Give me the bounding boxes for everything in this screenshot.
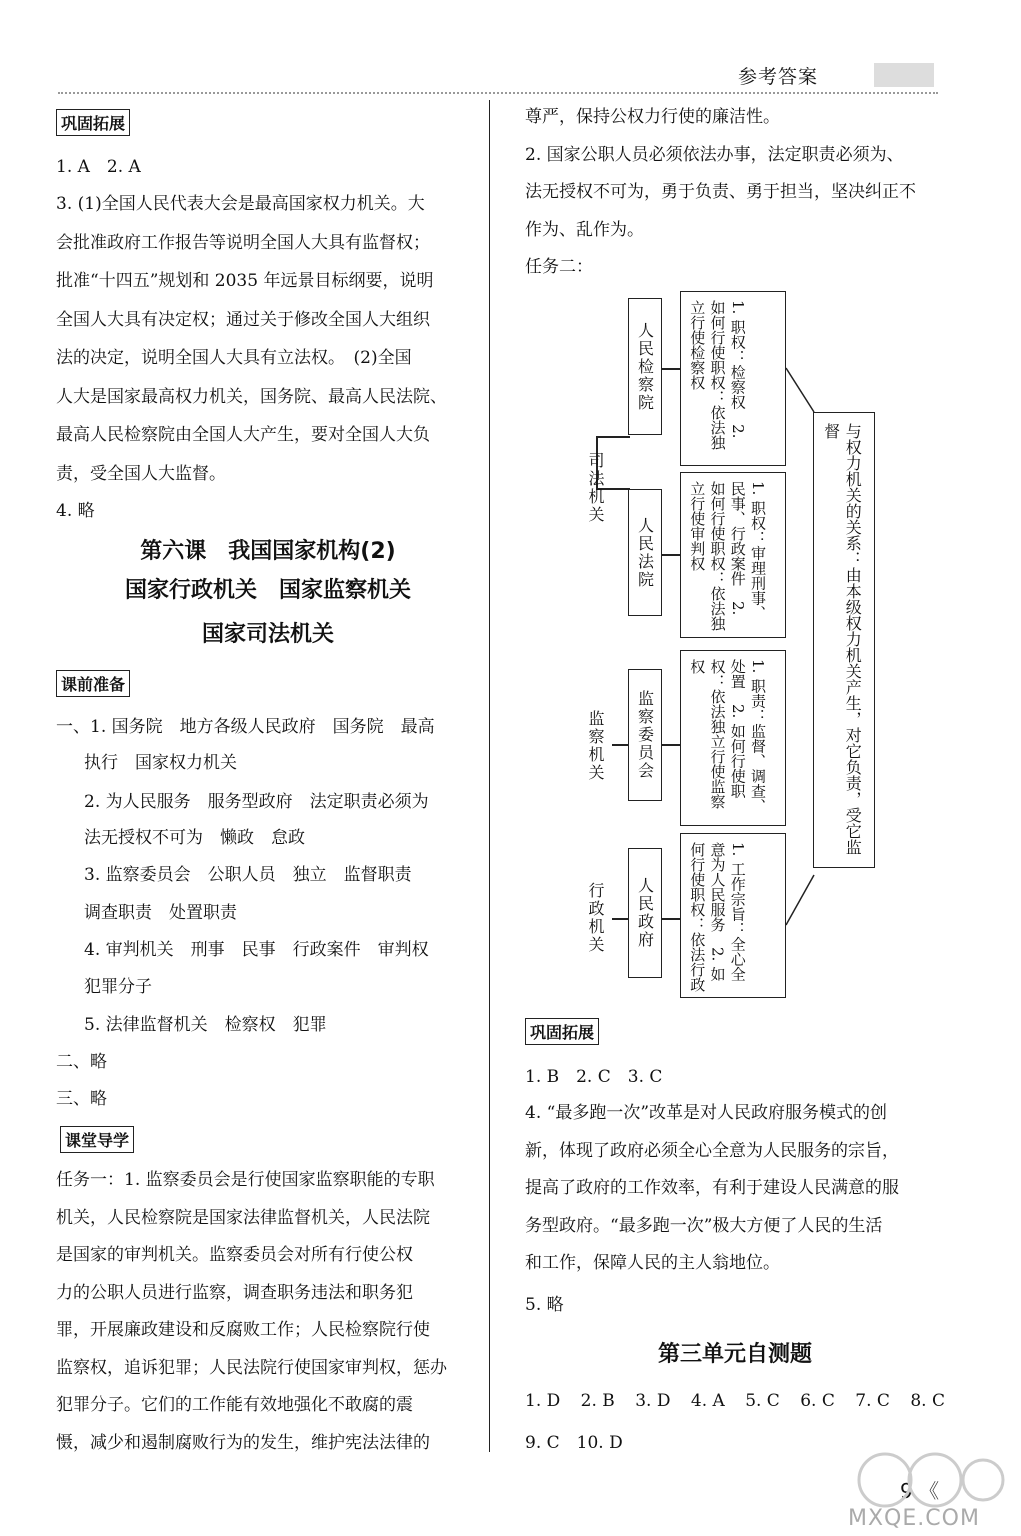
answer-3-line: 法的决定，说明全国人大具有立法权。 (2)全国 (56, 348, 412, 368)
right-top-line: 尊严，保持公权力行使的廉洁性。 (525, 107, 780, 127)
section-tag-consolidate-2: 巩固拓展 (525, 1018, 599, 1045)
task-1-line: 任务一：1. 监察委员会是行使国家监察职能的专职 (56, 1170, 435, 1190)
task-1-line: 监察权，追诉犯罪；人民法院行使国家审判权，惩办 (56, 1357, 447, 1378)
unit-answer: 2. B (580, 1391, 615, 1411)
prep-line-3: 3. 监察委员会 公职人员 独立 监督职责 (84, 865, 412, 885)
answers-1-3: 1. B 2. C 3. C (525, 1067, 663, 1087)
lesson-title-line3: 国家司法机关 (201, 622, 334, 647)
answer-4-line: 新，体现了政府必须全心全意为人民服务的宗旨， (525, 1140, 899, 1161)
answer-4-line: 和工作，保障人民的主人翁地位。 (525, 1253, 780, 1273)
label-judicial-organs: 司法机关 (586, 452, 605, 524)
task-1-line: 慑，减少和遏制腐败行为的发生，维护宪法法律的 (56, 1432, 430, 1453)
header-decoration (874, 63, 934, 87)
label-administrative-organs: 行政机关 (586, 882, 605, 954)
prep-line-3b: 调查职责 处置职责 (84, 903, 237, 923)
task-1-line: 力的公职人员进行监察，调查职务违法和职务犯 (56, 1282, 413, 1303)
right-top-line: 2. 国家公职人员必须依法办事，法定职责必须为、 (525, 145, 904, 165)
answer-4-line: 务型政府。“最多跑一次”极大方便了人民的生活 (525, 1215, 883, 1236)
prep-er: 二、略 (56, 1052, 107, 1072)
relation-connectors (786, 360, 816, 940)
procuratorate-desc: 1. 职权：检察权 2. 如何行使职权：依法独立行使检察权 (688, 300, 747, 450)
unit-answer: 5. C (745, 1391, 780, 1411)
section-tag-consolidate: 巩固拓展 (56, 109, 130, 136)
answer-3-line: 会批准政府工作报告等说明全国人大具有监督权； (56, 232, 430, 253)
task-1-line: 是国家的审判机关。监察委员会对所有行使公权 (56, 1245, 413, 1265)
court-label: 人民法院 (635, 516, 655, 589)
answer-3-line: 最高人民检察院由全国人大产生，要对全国人大负 (56, 425, 430, 445)
answer-4-right (525, 1098, 945, 1286)
header-rule (58, 92, 938, 94)
column-divider (489, 100, 490, 1452)
procuratorate-label: 人民检察院 (635, 321, 655, 412)
answers-1-2: 1. A 2. A (56, 157, 141, 177)
answer-3-line: 全国人大具有决定权；通过关于修改全国人大组织 (56, 309, 430, 330)
page-number: 9 《 (900, 1479, 940, 1503)
box-government (628, 848, 662, 978)
unit-answers-row-1 (525, 1391, 945, 1411)
prep-line-1: 一、1. 国务院 地方各级人民政府 国务院 最高 (56, 717, 435, 737)
prep-line-4b: 犯罪分子 (84, 977, 152, 997)
box-supervisory-desc (680, 650, 786, 826)
relation-text: 与权力机关的关系：由本级权力机关产生，对它负责，受它监督 (821, 423, 863, 855)
right-top-line: 作为、乱作为。 (525, 220, 644, 240)
running-header: 参考答案 (738, 66, 819, 88)
prep-line-2: 2. 为人民服务 服务型政府 法定职责必须为 (84, 792, 429, 812)
task-1-line: 罪，开展廉政建设和反腐败工作；人民检察院行使 (56, 1320, 430, 1340)
unit-answer: 6. C (800, 1391, 835, 1411)
answer-3-line: 责，受全国人大监督。 (56, 463, 226, 484)
government-label: 人民政府 (635, 877, 655, 949)
answer-3-line: 3. (1)全国人民代表大会是最高国家权力机关。大 (56, 194, 425, 214)
court-desc: 1. 职权：审理刑事、民事、行政案件 2. 如何行使职权：依法独立行使审判权 (688, 481, 767, 631)
box-procuratorate-desc (680, 291, 786, 466)
task-1 (56, 1165, 480, 1465)
government-desc: 1. 工作宗旨：全心全意为人民服务 2. 如何行使职权：依法行政 (688, 842, 747, 992)
unit-answers-row-2: 9. C 10. D (525, 1433, 623, 1453)
box-court (628, 489, 662, 616)
right-top-line: 任务二： (525, 257, 593, 277)
prep-line-5: 5. 法律监督机关 检察权 犯罪 (84, 1015, 327, 1035)
answer-3-line: 批准“十四五”规划和 2035 年远景目标纲要，说明 (56, 271, 434, 291)
unit-answer: 8. C (910, 1391, 945, 1411)
watermark-text: MXQE.COM (848, 1506, 980, 1531)
task-1-line: 机关，人民检察院是国家法律监督机关，人民法院 (56, 1207, 430, 1228)
section-tag-classroom: 课堂导学 (60, 1126, 134, 1153)
box-court-desc (680, 472, 786, 638)
supervisory-commission-label: 监察委员会 (635, 690, 655, 780)
label-supervisory-organs: 监察机关 (586, 710, 605, 782)
task-1-line: 犯罪分子。它们的工作能有效地强化不敢腐的震 (56, 1395, 413, 1415)
answer-5-right: 5. 略 (525, 1295, 564, 1315)
unit-answer: 3. D (635, 1391, 671, 1411)
section-tag-prep: 课前准备 (56, 670, 130, 697)
answer-4-line: 4. “最多跑一次”改革是对人民政府服务模式的创 (525, 1103, 888, 1123)
supervisory-desc: 1. 职责：监督、调查、处置 2. 如何行使职权：依法独立行使监察权 (688, 659, 767, 814)
unit-answer: 1. D (525, 1391, 561, 1411)
answer-3-line: 人大是国家最高权力机关，国务院、最高人民法院、 (56, 386, 447, 407)
answer-4: 4. 略 (56, 501, 95, 521)
prep-line-4: 4. 审判机关 刑事 民事 行政案件 审判权 (84, 940, 429, 960)
prep-line-2b: 法无授权不可为 懒政 怠政 (84, 828, 305, 848)
unit-answer: 4. A (690, 1391, 725, 1411)
prep-line-1b: 执行 国家权力机关 (84, 753, 237, 773)
unit-answer: 7. C (855, 1391, 890, 1411)
box-procuratorate (628, 298, 662, 435)
answer-4-line: 提高了政府的工作效率，有利于建设人民满意的服 (525, 1178, 899, 1198)
lesson-title-line2: 国家行政机关 国家监察机关 (124, 578, 411, 603)
box-government-desc (680, 833, 786, 998)
right-top-line: 法无授权不可为，勇于负责、勇于担当，坚决纠正不 (525, 182, 916, 202)
box-relation (813, 412, 875, 868)
unit-test-title: 第三单元自测题 (657, 1342, 812, 1367)
prep-san: 三、略 (56, 1089, 107, 1109)
box-supervisory-commission (628, 669, 662, 801)
lesson-title-line1: 第六课 我国国家机构(2) (140, 539, 396, 564)
answer-3 (56, 189, 480, 497)
